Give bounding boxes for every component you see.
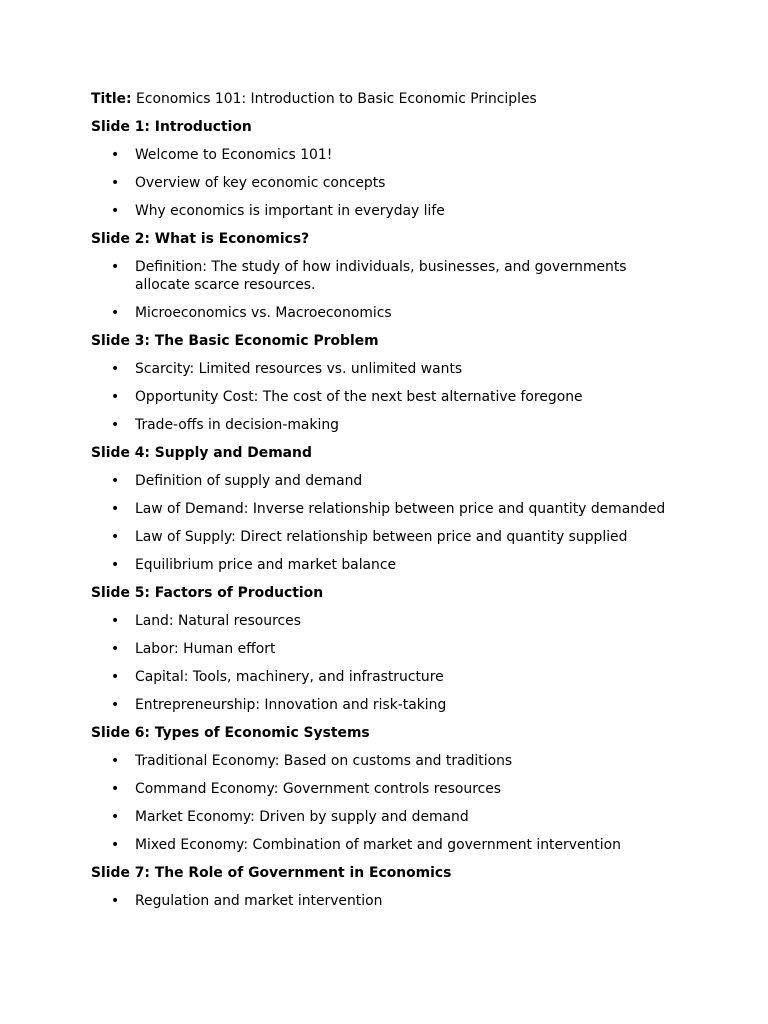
bullet-item: [91, 305, 685, 323]
slide-heading: Slide 1: Introduction: [91, 119, 252, 135]
bullet-text: Why economics is important in everyday life: [135, 203, 445, 219]
bullet-item: [91, 147, 685, 165]
bullet-icon: •: [111, 203, 120, 219]
bullet-list: [91, 613, 691, 715]
bullet-item: [91, 753, 685, 771]
title-text: Economics 101: Introduction to Basic Economic Principles: [131, 91, 537, 107]
document-page: [91, 91, 691, 921]
bullet-list: [91, 893, 691, 911]
bullet-text: Labor: Human effort: [135, 640, 276, 657]
bullet-item: [91, 893, 685, 911]
bullet-icon: •: [111, 780, 120, 797]
bullet-text: Scarcity: Limited resources vs. unlimited wants: [135, 360, 463, 377]
bullet-icon: •: [111, 836, 120, 853]
bullet-icon: •: [111, 259, 120, 275]
bullet-item: [91, 175, 685, 193]
bullet-icon: •: [111, 752, 120, 769]
bullet-item: [91, 259, 685, 294]
document-title: [91, 91, 691, 109]
bullet-text: Capital: Tools, machinery, and infrastructure: [135, 668, 444, 685]
bullet-text: Trade-offs in decision-making: [135, 416, 339, 433]
bullet-text: Command Economy: Government controls resources: [135, 780, 502, 797]
bullet-icon: •: [111, 360, 120, 377]
slide-section: [91, 119, 691, 221]
bullet-list: [91, 753, 691, 855]
bullet-item: [91, 781, 685, 799]
bullet-item: [91, 613, 685, 631]
bullet-icon: •: [111, 528, 120, 545]
bullet-list: [91, 259, 691, 322]
bullet-icon: •: [111, 416, 120, 433]
bullet-text: Law of Demand: Inverse relationship between price and quantity demanded: [135, 500, 666, 517]
bullet-icon: •: [111, 388, 120, 405]
bullet-icon: •: [111, 640, 120, 657]
bullet-list: [91, 361, 691, 435]
bullet-text: Traditional Economy: Based on customs and traditions: [135, 752, 513, 769]
bullet-icon: •: [111, 668, 120, 685]
bullet-text: Equilibrium price and market balance: [135, 556, 397, 573]
bullet-item: [91, 557, 685, 575]
bullet-item: [91, 501, 685, 519]
bullet-item: [91, 809, 685, 827]
slide-section: [91, 333, 691, 435]
slide-section: [91, 585, 691, 715]
bullet-text: Welcome to Economics 101!: [135, 147, 333, 163]
slide-heading: Slide 5: Factors of Production: [91, 584, 324, 601]
bullet-text: Opportunity Cost: The cost of the next best alternative foregone: [135, 388, 583, 405]
slide-heading: Slide 7: The Role of Government in Economics: [91, 864, 452, 881]
slide-section: [91, 725, 691, 855]
title-label: Title:: [91, 91, 132, 107]
bullet-item: [91, 203, 685, 221]
bullet-icon: •: [111, 472, 120, 489]
bullet-item: [91, 417, 685, 435]
slide-section: [91, 445, 691, 575]
slide-heading: Slide 3: The Basic Economic Problem: [91, 332, 379, 349]
slide-heading: Slide 2: What is Economics?: [91, 231, 310, 247]
bullet-item: [91, 361, 685, 379]
bullet-item: [91, 529, 685, 547]
bullet-icon: •: [111, 175, 120, 191]
bullet-icon: •: [111, 696, 120, 713]
bullet-item: [91, 697, 685, 715]
bullet-item: [91, 837, 685, 855]
slide-section: [91, 865, 691, 911]
bullet-icon: •: [111, 147, 120, 163]
bullet-text: Overview of key economic concepts: [135, 175, 386, 191]
bullet-item: [91, 389, 685, 407]
bullet-text: Definition of supply and demand: [135, 472, 363, 489]
bullet-item: [91, 641, 685, 659]
slide-outline: [91, 119, 691, 910]
bullet-list: [91, 473, 691, 575]
bullet-item: [91, 669, 685, 687]
slide-heading: Slide 4: Supply and Demand: [91, 444, 312, 461]
bullet-text: Mixed Economy: Combination of market and government intervention: [135, 836, 621, 853]
bullet-text: Market Economy: Driven by supply and demand: [135, 808, 469, 825]
bullet-text: Entrepreneurship: Innovation and risk-taking: [135, 696, 447, 713]
bullet-item: [91, 473, 685, 491]
bullet-text: Law of Supply: Direct relationship between price and quantity supplied: [135, 528, 628, 545]
bullet-icon: •: [111, 556, 120, 573]
bullet-icon: •: [111, 612, 120, 629]
slide-heading: Slide 6: Types of Economic Systems: [91, 724, 370, 741]
bullet-icon: •: [111, 892, 120, 909]
bullet-icon: •: [111, 304, 120, 321]
slide-section: [91, 231, 691, 322]
bullet-text: Regulation and market intervention: [135, 892, 383, 909]
bullet-text: Microeconomics vs. Macroeconomics: [135, 304, 392, 321]
bullet-text: Definition: The study of how individuals, businesses, and governments allocate scarce resources.: [135, 259, 627, 293]
bullet-list: [91, 147, 691, 221]
bullet-icon: •: [111, 808, 120, 825]
bullet-icon: •: [111, 500, 120, 517]
bullet-text: Land: Natural resources: [135, 612, 301, 629]
